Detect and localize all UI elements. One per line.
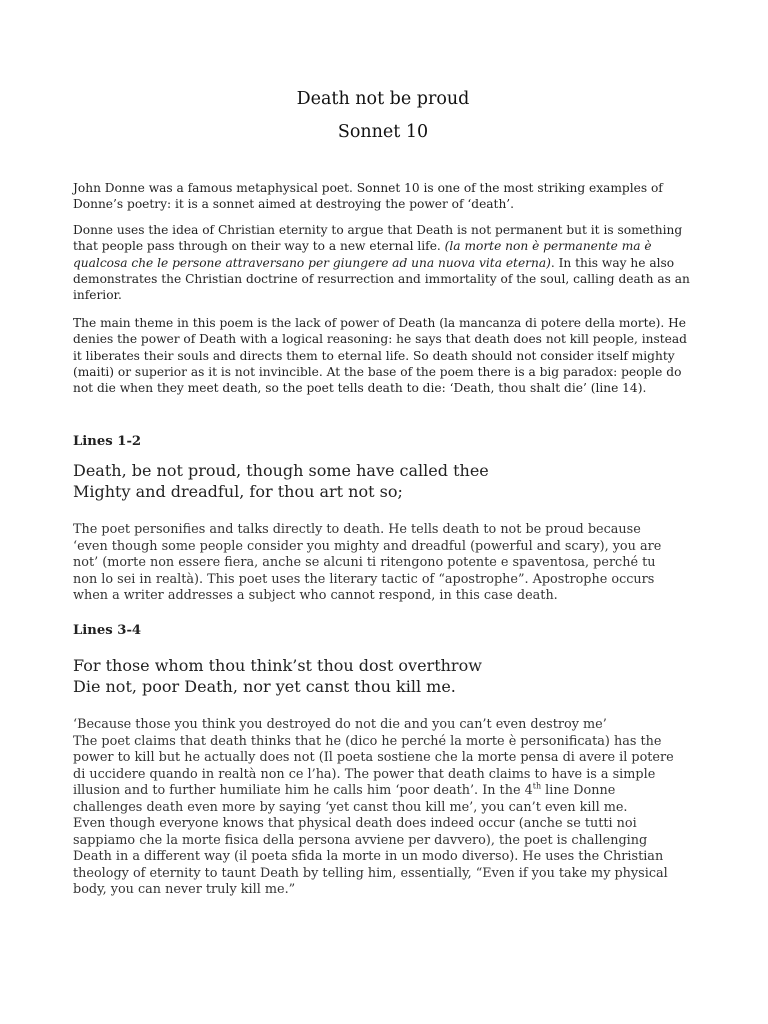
intro-paragraph-3 [73, 315, 693, 396]
text-line: denies the power of Death with a logical reasoning: he says that death does not kill people, instead [73, 332, 687, 347]
text-line: challenges death even more by saying ‘yet canst thou kill me’, you can’t even kill me. [73, 799, 628, 815]
text-line: when a writer addresses a subject who cannot respond, in this case death. [73, 588, 558, 603]
text-line: demonstrates the Christian doctrine of resurrection and immortality of the soul, calling death as an [73, 271, 690, 286]
text-line: sappiamo che la morte fisica della persona avviene per davvero), the poet is challenging [73, 832, 648, 848]
poem-line: For those whom thou think’st thou dost overthrow [73, 656, 482, 675]
text-run: that people pass through on their way to a new eternal life. [73, 239, 445, 254]
page-title: Death not be proud [296, 89, 470, 109]
text-line: (maiti) or superior as it is not invincible. At the base of the poem there is a big paradox: people do [73, 364, 682, 379]
section-heading-lines-3-4: Lines 3-4 [73, 623, 142, 638]
poem-line: Die not, poor Death, nor yet canst thou kill me. [73, 677, 456, 696]
poem-line: Mighty and dreadful, for thou art not so; [73, 482, 403, 501]
text-run: . In this way he also [550, 255, 675, 270]
italic-text-run: qualcosa che le persone attraversano per giungere ad una nuova vita eterna) [73, 255, 551, 270]
text-line: ‘even though some people consider you mighty and dreadful (powerful and scary), you are [73, 538, 662, 554]
text-line: theology of eternity to taunt Death by telling him, essentially, “Even if you take my physical [73, 865, 668, 881]
text-line: Even though everyone knows that physical death does indeed occur (anche se tutti noi [73, 816, 637, 831]
text-line: Death in a different way (il poeta sfida la morte in un modo diverso). He uses the Christian [73, 849, 664, 864]
text-line [73, 238, 693, 254]
text-line: power to kill but he actually does not (Il poeta sostiene che la morte pensa di avere il potere [73, 750, 674, 765]
text-line: The poet personifies and talks directly to death. He tells death to not be proud because [73, 522, 641, 537]
poem-quote-lines-1-2 [73, 460, 693, 502]
text-line: di uccidere quando in realtà non ce l’ha). The power that death claims to have is a simple [73, 766, 656, 782]
text-line: non lo sei in realtà). This poet uses the literary tactic of “apostrophe”. Apostrophe occurs [73, 571, 655, 587]
text-run: line Donne [541, 783, 616, 798]
text-line: not die when they meet death, so the poet tells death to die: ‘Death, thou shalt die’ (line 14). [73, 381, 647, 396]
text-line: John Donne was a famous metaphysical poet. Sonnet 10 is one of the most striking examples of [73, 181, 663, 195]
intro-paragraph-2 [73, 222, 693, 303]
text-line: ‘Because those you think you destroyed do not die and you can’t even destroy me’ [73, 717, 607, 732]
superscript: th [532, 781, 542, 791]
text-line [73, 255, 693, 271]
text-line: not’ (morte non essere fiera, anche se alcuni ti ritengono potente e spaventosa, perché tu [73, 555, 656, 570]
text-line: Donne’s poetry: it is a sonnet aimed at destroying the power of ‘death’. [73, 197, 515, 212]
text-line: Donne uses the idea of Christian eternity to argue that Death is not permanent but it is something [73, 223, 683, 237]
text-line [73, 783, 693, 800]
poem-quote-lines-3-4 [73, 655, 693, 697]
text-line: it liberates their souls and directs them to eternal life. So death should not consider itself mighty [73, 348, 675, 363]
text-line: inferior. [73, 288, 122, 303]
text-line: The poet claims that death thinks that he (dico he perché la morte è personificata) has the [73, 733, 662, 749]
intro-paragraph-1 [73, 180, 693, 213]
text-line: body, you can never truly kill me.” [73, 882, 296, 897]
italic-text-run: (la morte non è permanente ma è [444, 239, 652, 254]
section-heading-lines-1-2: Lines 1-2 [73, 434, 142, 449]
poem-line: Death, be not proud, though some have called thee [73, 461, 489, 480]
text-line: The main theme in this poem is the lack of power of Death (la mancanza di potere della morte). He [73, 316, 687, 330]
text-run: illusion and to further humiliate him he calls him ‘poor death’. In the 4 [73, 783, 533, 798]
section-2-body [73, 717, 693, 899]
section-1-body [73, 522, 693, 605]
page-subtitle: Sonnet 10 [337, 122, 429, 142]
